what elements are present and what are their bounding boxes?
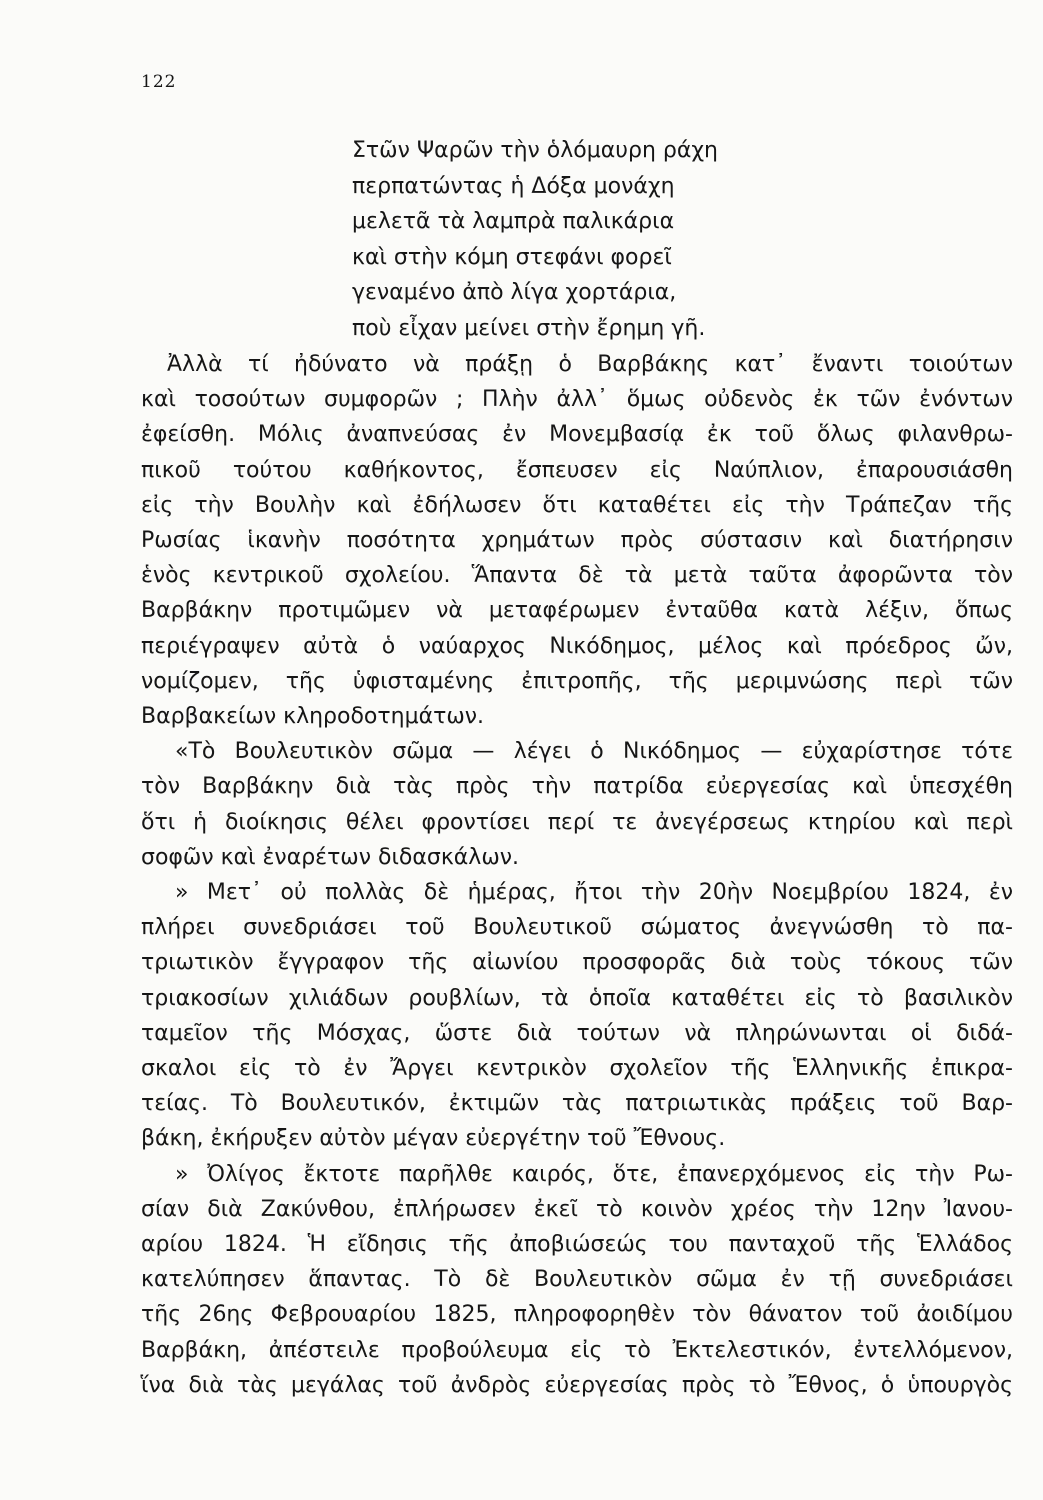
poem-stanza	[352, 133, 852, 346]
text-line: σκαλοι εἰς τὸ ἐν Ἄργει κεντρικὸν σχολεῖον τῆς Ἑλληνικῆς ἐπικρα-	[141, 1056, 1013, 1082]
text-line: Βαρβάκην προτιμῶμεν νὰ μεταφέρωμεν ἐνταῦθα κατὰ λέξιν, ὅπως	[141, 598, 1013, 624]
poem-line: ποὺ εἶχαν μείνει στὴν ἔρημη γῆ.	[352, 315, 706, 341]
text-line: καὶ τοσούτων συμφορῶν ; Πλὴν ἀλλ᾽ ὅμως οὐδενὸς ἐκ τῶν ἐνόντων	[141, 387, 1013, 413]
poem-line: περπατώντας ἡ Δόξα μονάχη	[352, 173, 675, 199]
page-number: 122	[141, 72, 177, 92]
text-line: » Μετ᾽ οὐ πολλὰς δὲ ἡμέρας, ἤτοι τὴν 20ὴν Νοεμβρίου 1824, ἐν	[175, 880, 1013, 906]
text-line: αρίου 1824. Ἡ εἴδησις τῆς ἀποβιώσεώς του πανταχοῦ τῆς Ἑλλάδος	[141, 1232, 1013, 1258]
text-line: βάκη, ἐκήρυξεν αὐτὸν μέγαν εὐεργέτην τοῦ Ἔθνους.	[141, 1126, 726, 1152]
text-line: περιέγραψεν αὐτὰ ὁ ναύαρχος Νικόδημος, μέλος καὶ πρόεδρος ὤν,	[141, 633, 1013, 659]
text-line: σοφῶν καὶ ἐναρέτων διδασκάλων.	[141, 844, 520, 870]
text-line: Βαρβάκη, ἀπέστειλε προβούλευμα εἰς τὸ Ἐκτελεστικόν, ἐντελλόμενον,	[141, 1337, 1013, 1363]
text-line: » Ὀλίγος ἔκτοτε παρῆλθε καιρός, ὅτε, ἐπανερχόμενος εἰς τὴν Ρω-	[175, 1161, 1013, 1187]
text-line: ὅτι ἡ διοίκησις θέλει φροντίσει περί τε ἀνεγέρσεως κτηρίου καὶ περὶ	[141, 809, 1013, 835]
body-text	[141, 347, 1013, 1403]
text-line: ἐφείσθη. Μόλις ἀναπνεύσας ἐν Μονεμβασίᾳ ἐκ τοῦ ὅλως φιλανθρω-	[141, 422, 1013, 448]
poem-line: γεναμένο ἀπὸ λίγα χορτάρια,	[352, 280, 677, 305]
text-line: τῆς 26ης Φεβρουαρίου 1825, πληροφορηθὲν τὸν θάνατον τοῦ ἀοιδίμου	[141, 1302, 1013, 1328]
poem-line: καὶ στὴν κόμη στεφάνι φορεῖ	[352, 244, 672, 270]
text-line: τριακοσίων χιλιάδων ρουβλίων, τὰ ὁποῖα καταθέτει εἰς τὸ βασιλικὸν	[141, 985, 1013, 1011]
text-line: πλήρει συνεδριάσει τοῦ Βουλευτικοῦ σώματος ἀνεγνώσθη τὸ πα-	[141, 915, 1013, 941]
text-line: ἑνὸς κεντρικοῦ σχολείου. Ἅπαντα δὲ τὰ μετὰ ταῦτα ἀφορῶντα τὸν	[141, 563, 1013, 589]
text-line: ἵνα διὰ τὰς μεγάλας τοῦ ἀνδρὸς εὐεργεσίας πρὸς τὸ Ἔθνος, ὁ ὑπουργὸς	[141, 1372, 1013, 1398]
text-line: ταμεῖον τῆς Μόσχας, ὥστε διὰ τούτων νὰ πληρώνωνται οἱ διδά-	[141, 1020, 1013, 1046]
text-line: Ρωσίας ἱκανὴν ποσότητα χρημάτων πρὸς σύστασιν καὶ διατήρησιν	[141, 528, 1013, 554]
text-line: τὸν Βαρβάκην διὰ τὰς πρὸς τὴν πατρίδα εὐεργεσίας καὶ ὑπεσχέθη	[141, 774, 1013, 800]
text-line: σίαν διὰ Ζακύνθου, ἐπλήρωσεν ἐκεῖ τὸ κοινὸν χρέος τὴν 12ην Ἰανου-	[141, 1196, 1013, 1222]
text-line: πικοῦ τούτου καθήκοντος, ἔσπευσεν εἰς Ναύπλιον, ἐπαρουσιάσθη	[141, 457, 1013, 483]
text-line: «Τὸ Βουλευτικὸν σῶμα — λέγει ὁ Νικόδημος — εὐχαρίστησε τότε	[175, 739, 1013, 765]
text-line: Βαρβακείων κληροδοτημάτων.	[141, 704, 485, 730]
text-line: Ἀλλὰ τί ἠδύνατο νὰ πράξῃ ὁ Βαρβάκης κατ᾽ ἔναντι τοιούτων	[167, 352, 1013, 377]
text-line: εἰς τὴν Βουλὴν καὶ ἐδήλωσεν ὅτι καταθέτει εἰς τὴν Τράπεζαν τῆς	[141, 492, 1013, 518]
text-line: τείας. Τὸ Βουλευτικόν, ἐκτιμῶν τὰς πατριωτικὰς πράξεις τοῦ Βαρ-	[141, 1091, 1013, 1117]
poem-line: μελετᾶ τὰ λαμπρὰ παλικάρια	[352, 209, 675, 234]
text-line: κατελύπησεν ἅπαντας. Τὸ δὲ Βουλευτικὸν σῶμα ἐν τῇ συνεδριάσει	[141, 1267, 1013, 1293]
text-line: τριωτικὸν ἔγγραφον τῆς αἰωνίου προσφορᾶς διὰ τοὺς τόκους τῶν	[141, 950, 1013, 976]
text-line: νομίζομεν, τῆς ὑφισταμένης ἐπιτροπῆς, τῆς μεριμνώσης περὶ τῶν	[141, 668, 1013, 694]
poem-line: Στῶν Ψαρῶν τὴν ὁλόμαυρη ράχη	[352, 138, 718, 163]
